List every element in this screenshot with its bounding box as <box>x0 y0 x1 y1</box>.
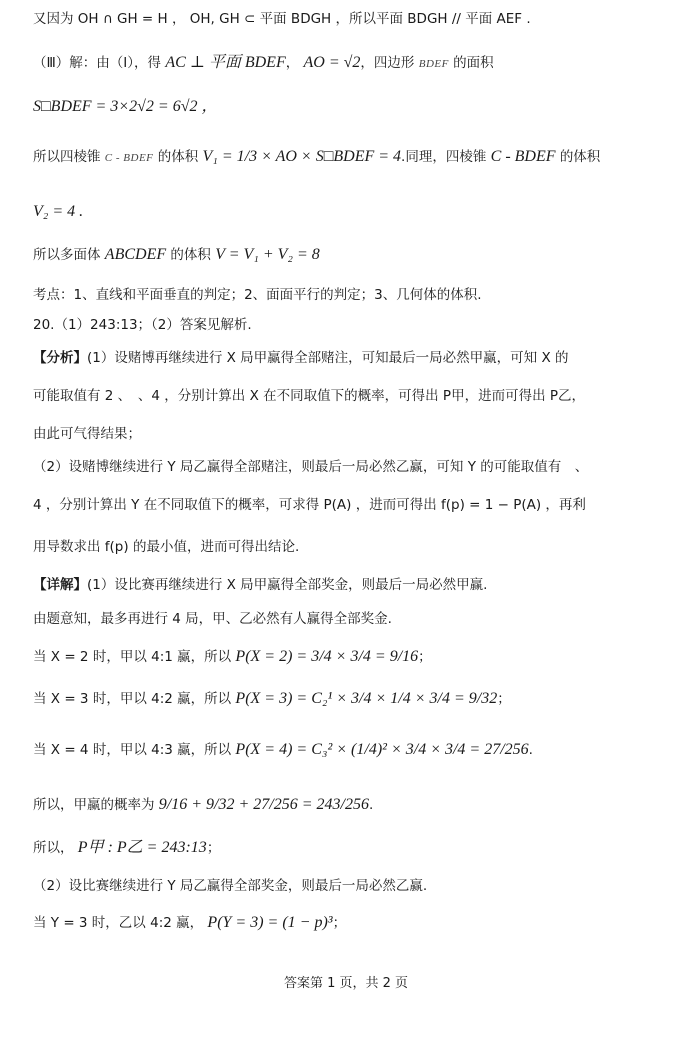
line-7-text: 考点：1、直线和平面垂直的判定；2、面面平行的判定；3、几何体的体积. <box>33 287 482 303</box>
line-15-text: (1）设比赛再继续进行 X 局甲赢得全部奖金，则最后一局必然甲赢. <box>87 577 488 593</box>
line-4-part-f: C - BDEF <box>490 148 556 165</box>
line-2-part-c: ， <box>285 55 300 71</box>
line-4-part-c: 的体积 <box>157 149 199 165</box>
text-line-3 <box>33 98 218 116</box>
line-2-part-b: AC ⊥ 平面 BDEF <box>165 54 286 71</box>
analysis-tag: 【分析】 <box>33 350 87 366</box>
line-17-formula: P(X = 2) = 3/4 × 3/4 = 9/16 <box>235 648 419 665</box>
line-23-part-c: ； <box>332 915 347 931</box>
line-21-part-a: 所以， <box>33 840 74 856</box>
line-20-formula: 9/16 + 9/32 + 27/256 = 243/256 <box>158 796 369 813</box>
line-17-part-a: 当 X = 2 时，甲以 4:1 赢，所以 <box>33 649 232 665</box>
text-line-4 <box>33 148 600 167</box>
line-6-part-c: 的体积 <box>170 247 211 263</box>
line-4-formula: V₁ = 1/3 × AO × S□BDEF = 4 <box>202 148 402 165</box>
text-line-20 <box>33 796 373 814</box>
line-4-part-a: 所以四棱锥 <box>33 149 101 165</box>
line-23-formula: P(Y = 3) = (1 − p)³ <box>207 914 333 931</box>
text-line-23 <box>33 914 346 932</box>
line-4-part-g: 的体积 <box>559 149 601 165</box>
text-line-15 <box>33 576 487 594</box>
text-line-22 <box>33 877 427 895</box>
line-13-text: 4 ，分别计算出 Y 在不同取值下的概率，可求得 P(A) ，进而可得出 f(p) = 1 − P(A) ，再利 <box>33 497 586 513</box>
line-4-part-e: .同理，四棱锥 <box>401 149 487 165</box>
line-12-text: （2）设赌博继续进行 Y 局乙赢得全部赌注，则最后一局必然乙赢，可知 Y 的可能取值有 、 <box>33 459 589 475</box>
text-line-8 <box>33 316 252 334</box>
text-line-19 <box>33 741 533 759</box>
text-line-1 <box>33 10 531 28</box>
line-14-text: 用导数求出 f(p) 的最小值，进而可得出结论. <box>33 539 300 555</box>
line-21-part-c: ； <box>206 840 221 856</box>
line-9-text: (1）设赌博再继续进行 X 局甲赢得全部赌注，可知最后一局必然甲赢，可知 X 的 <box>87 350 569 366</box>
line-10-text: 可能取值有 2 、 、4 ，分别计算出 X 在不同取值下的概率，可得出 P甲，进而可得出 P乙， <box>33 388 585 404</box>
line-19-part-c: . <box>528 742 533 758</box>
line-18-part-a: 当 X = 3 时，甲以 4:2 赢，所以 <box>33 691 232 707</box>
text-line-12 <box>33 458 588 476</box>
text-line-17 <box>33 648 432 666</box>
line-2-part-g: 的面积 <box>453 55 494 71</box>
line-8-text: 20.（1）243:13；（2）答案见解析. <box>33 317 252 333</box>
line-20-part-c: . <box>368 797 374 813</box>
line-18-formula: P(X = 3) = C₂¹ × 3/4 × 1/4 × 3/4 = 9/32 <box>235 690 498 707</box>
line-6-part-b: ABCDEF <box>104 246 167 263</box>
line-21-formula: P甲 : P乙 = 243:13 <box>77 839 207 856</box>
line-22-text: （2）设比赛继续进行 Y 局乙赢得全部奖金，则最后一局必然乙赢. <box>33 878 428 894</box>
text-line-14 <box>33 538 299 556</box>
line-6-formula: V = V₁ + V₂ = 8 <box>215 246 320 263</box>
text-line-6 <box>33 246 320 264</box>
line-11-text: 由此可气得结果； <box>33 426 141 442</box>
line-19-part-a: 当 X = 4 时，甲以 4:3 赢，所以 <box>33 742 232 758</box>
text-line-10 <box>33 387 585 405</box>
text-line-5 <box>33 203 83 221</box>
line-17-part-c: ； <box>418 649 432 665</box>
line-3-formula: S□BDEF = 3×2√2 = 6√2 ， <box>33 98 218 115</box>
detail-tag: 【详解】 <box>33 577 87 593</box>
text-line-9 <box>33 349 569 367</box>
line-23-part-a: 当 Y = 3 时，乙以 4:2 赢， <box>33 915 204 931</box>
line-2-part-e: ，四边形 <box>360 55 415 71</box>
text-line-13 <box>33 496 586 514</box>
line-2-part-a: （Ⅲ）解：由（Ⅰ），得 <box>33 55 162 71</box>
page-footer: 答案第 1 页，共 2 页 <box>283 976 409 991</box>
line-16-text: 由题意知，最多再进行 4 局，甲、乙必然有人赢得全部奖金. <box>33 611 392 627</box>
line-2-part-f: BDEF <box>418 58 449 70</box>
line-5-formula: V₂ = 4 . <box>33 203 84 220</box>
text-line-18 <box>33 690 511 708</box>
text-line-11 <box>33 425 141 443</box>
text-line-7 <box>33 286 482 304</box>
line-2-part-d: AO = √2 <box>303 54 361 71</box>
line-4-part-b: C - BDEF <box>104 152 154 164</box>
line-1-text: 又因为 OH ∩ GH = H ， OH, GH ⊂ 平面 BDGH ，所以平面 BDGH // 平面 AEF . <box>33 11 531 27</box>
line-20-part-a: 所以，甲赢的概率为 <box>33 797 155 813</box>
text-line-21 <box>33 839 220 857</box>
text-line-16 <box>33 610 392 628</box>
text-line-2 <box>33 54 494 73</box>
line-18-part-c: ； <box>497 691 511 707</box>
line-19-formula: P(X = 4) = C₃² × (1/4)² × 3/4 × 3/4 = 27/256 <box>235 741 529 758</box>
line-6-part-a: 所以多面体 <box>33 247 101 263</box>
